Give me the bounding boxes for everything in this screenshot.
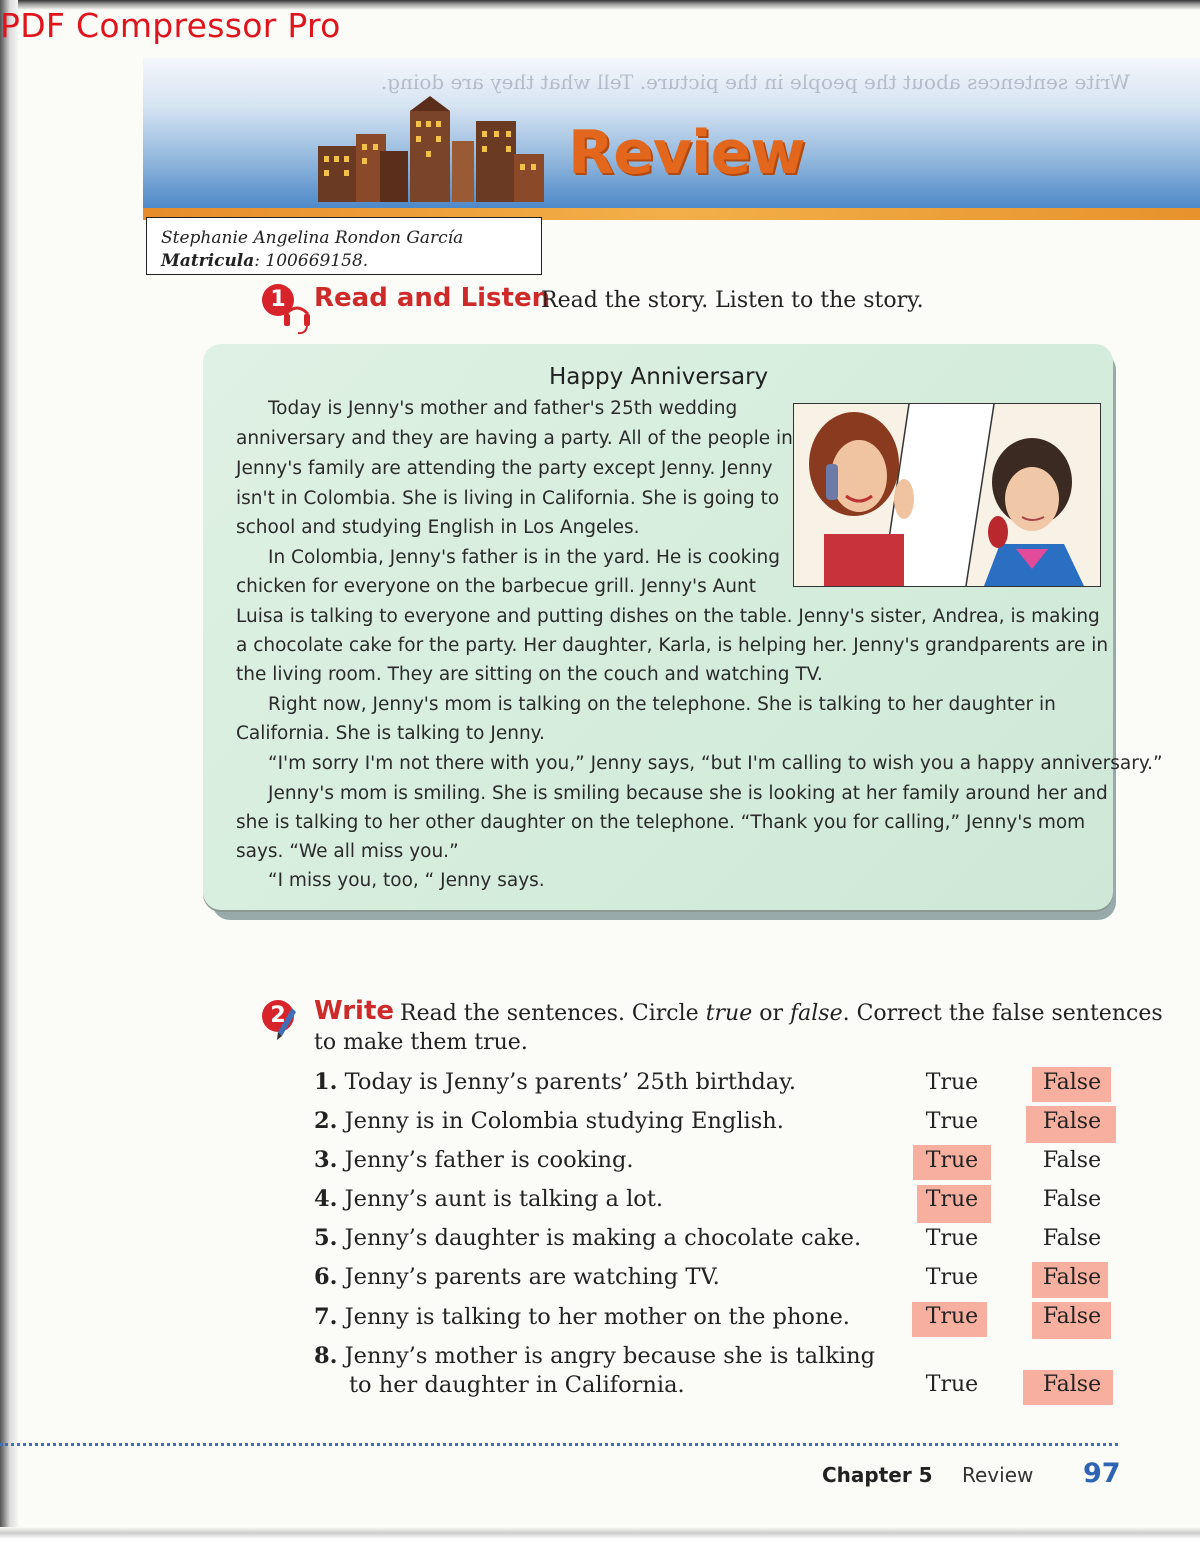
item-7 [314, 1304, 850, 1330]
true-option-2[interactable]: True [925, 1109, 979, 1134]
page-number: 97 [1083, 1458, 1121, 1489]
true-option-6[interactable]: True [925, 1265, 979, 1290]
student-id [161, 249, 368, 273]
scan-edge-left [0, 0, 18, 1551]
true-option-1[interactable]: True [925, 1070, 979, 1095]
item-number: 6. [314, 1264, 338, 1290]
item-number: 5. [314, 1225, 338, 1251]
story-line: Luisa is talking to everyone and putting dishes on the table. Jenny's sister, Andrea, is making [236, 606, 1100, 627]
true-option-8[interactable]: True [925, 1372, 979, 1397]
story-line: the living room. They are sitting on the couch and watching TV. [236, 664, 823, 685]
story-line: a chocolate cake for the party. Her daughter, Karla, is helping her. Jenny's grandparents are in [236, 635, 1109, 656]
item-5 [314, 1225, 861, 1251]
item-4 [314, 1186, 663, 1212]
false-option-4[interactable]: False [1042, 1187, 1102, 1212]
section-2-instruction [400, 1001, 1163, 1026]
item-number: 8. [314, 1343, 338, 1369]
section-2-badge: 2 [262, 1000, 294, 1032]
item-3 [314, 1147, 634, 1173]
section-1-title: Read and Listen [314, 283, 551, 313]
story-line: school and studying English in Los Angeles. [236, 517, 640, 538]
story-line: says. “We all miss you.” [236, 841, 459, 862]
item-8 [314, 1343, 875, 1369]
headphones-icon [282, 300, 312, 336]
item-text: Jenny’s parents are watching TV. [344, 1264, 720, 1290]
story-line: California. She is talking to Jenny. [236, 723, 545, 744]
false-option-7[interactable]: False [1042, 1304, 1102, 1329]
false-option-3[interactable]: False [1042, 1148, 1102, 1173]
page-title: Review [568, 118, 805, 188]
instruction-part: . Correct the false sentences [842, 1001, 1163, 1026]
item-text: Jenny’s father is cooking. [344, 1147, 634, 1173]
false-option-8[interactable]: False [1042, 1372, 1102, 1397]
student-name-box [146, 217, 542, 275]
item-2 [314, 1108, 784, 1134]
city-skyline-icon [318, 96, 548, 206]
instruction-or: or [752, 1001, 790, 1026]
story-line: Right now, Jenny's mom is talking on the telephone. She is talking to her daughter in [268, 694, 1056, 715]
item-text: Jenny’s mother is angry because she is talking [344, 1343, 876, 1369]
item-8-cont: to her daughter in California. [349, 1372, 685, 1398]
item-number: 3. [314, 1147, 338, 1173]
item-text: Jenny is talking to her mother on the phone. [344, 1304, 850, 1330]
pencil-icon [276, 1006, 298, 1042]
story-line: “I'm sorry I'm not there with you,” Jenny says, “but I'm calling to wish you a happy anniversary.” [268, 753, 1163, 774]
item-1 [314, 1069, 796, 1095]
true-option-7[interactable]: True [925, 1304, 979, 1329]
item-text: Jenny’s daughter is making a chocolate cake. [344, 1225, 862, 1251]
story-line: “I miss you, too, “ Jenny says. [268, 870, 545, 891]
item-6 [314, 1264, 720, 1290]
section-2-title: Write [314, 996, 395, 1026]
footer-chapter: Chapter 5 [822, 1463, 933, 1487]
false-option-2[interactable]: False [1042, 1109, 1102, 1134]
section-1-badge: 1 [262, 284, 294, 316]
story-line: In Colombia, Jenny's father is in the yard. He is cooking [268, 547, 780, 568]
section-2-instruction-cont: to make them true. [314, 1030, 528, 1055]
banner-bleedthrough: Write sentences about the people in the picture. Tell what they are doing. [380, 70, 1130, 94]
item-number: 1. [314, 1069, 338, 1095]
student-id-value: : 100669158. [254, 251, 369, 271]
footer-dotted-rule [0, 1443, 1118, 1446]
true-option-3[interactable]: True [925, 1148, 979, 1173]
false-option-6[interactable]: False [1042, 1265, 1102, 1290]
watermark: PDF Compressor Pro [0, 6, 341, 45]
story-line: isn't in Colombia. She is living in California. She is going to [236, 488, 780, 509]
student-name: Stephanie Angelina Rondon García [161, 228, 464, 248]
true-option-4[interactable]: True [925, 1187, 979, 1212]
false-option-5[interactable]: False [1042, 1226, 1102, 1251]
false-option-1[interactable]: False [1042, 1070, 1102, 1095]
item-number: 4. [314, 1186, 338, 1212]
scan-edge-bottom [0, 1527, 1200, 1551]
phone-call-illustration [793, 403, 1101, 587]
item-text: Jenny’s aunt is talking a lot. [344, 1186, 664, 1212]
story-line: she is talking to her other daughter on the telephone. “Thank you for calling,” Jenny's mom [236, 812, 1086, 833]
story-title: Happy Anniversary [549, 364, 769, 390]
story-line: Jenny's mom is smiling. She is smiling because she is looking at her family around her and [268, 783, 1108, 804]
item-text: Today is Jenny’s parents’ 25th birthday. [344, 1069, 797, 1095]
instruction-true: true [705, 1001, 753, 1026]
instruction-false: false [789, 1001, 843, 1026]
story-line: Today is Jenny's mother and father's 25th wedding [268, 398, 738, 419]
item-text: Jenny is in Colombia studying English. [344, 1108, 784, 1134]
story-line: Jenny's family are attending the party except Jenny. Jenny [236, 458, 773, 479]
item-number: 2. [314, 1108, 338, 1134]
section-1-instruction: Read the story. Listen to the story. [541, 288, 924, 313]
item-number: 7. [314, 1304, 338, 1330]
true-option-5[interactable]: True [925, 1226, 979, 1251]
story-line: chicken for everyone on the barbecue grill. Jenny's Aunt [236, 576, 757, 597]
student-id-label: Matricula [161, 251, 255, 271]
instruction-part: Read the sentences. Circle [400, 1001, 706, 1026]
story-line: anniversary and they are having a party. All of the people in [236, 428, 793, 449]
footer-section: Review [962, 1463, 1034, 1487]
